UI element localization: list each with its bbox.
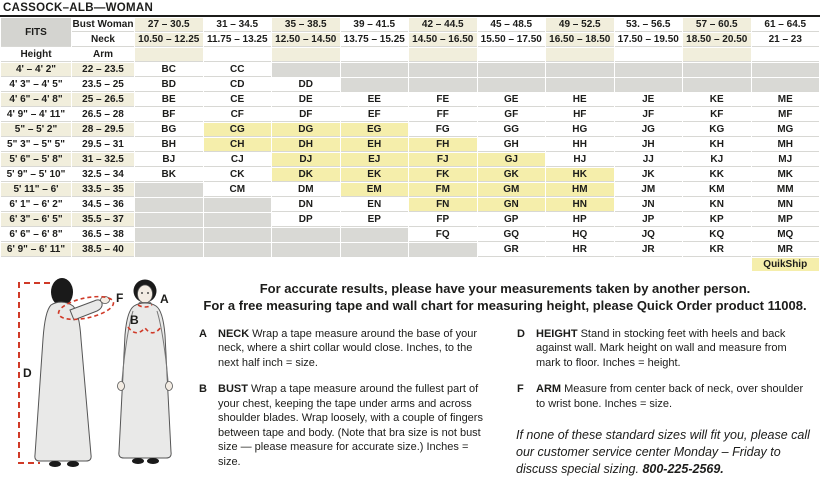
size-code-cell: JR bbox=[615, 243, 683, 257]
size-code-cell: GP bbox=[478, 213, 546, 227]
unavailable-cell bbox=[615, 63, 683, 77]
instruction-bust bbox=[198, 382, 494, 469]
arm-range-cell: 35.5 – 37 bbox=[72, 213, 134, 227]
instructions-left-column bbox=[198, 327, 494, 490]
neck-range-cell: 17.50 – 19.50 bbox=[615, 33, 683, 47]
unavailable-cell bbox=[683, 63, 751, 77]
arm-range-cell: 31 – 32.5 bbox=[72, 153, 134, 167]
height-range-cell: 6' 9" – 6' 11" bbox=[1, 243, 71, 257]
neck-range-cell: 11.75 – 13.25 bbox=[204, 33, 272, 47]
size-code-cell: CJ bbox=[204, 153, 272, 167]
size-code-cell: DJ bbox=[272, 153, 340, 167]
bust-range-cell: 53. – 56.5 bbox=[615, 18, 683, 32]
size-code-cell: FN bbox=[409, 198, 477, 212]
size-code-cell: GQ bbox=[478, 228, 546, 242]
bust-header-row bbox=[1, 18, 819, 32]
header-spacer-cell bbox=[409, 48, 477, 62]
unavailable-cell bbox=[409, 78, 477, 92]
size-code-cell: GN bbox=[478, 198, 546, 212]
figure-label-d: D bbox=[23, 366, 32, 380]
unavailable-cell bbox=[341, 228, 409, 242]
size-code-cell: FG bbox=[409, 123, 477, 137]
size-code-cell: DK bbox=[272, 168, 340, 182]
bust-range-cell: 61 – 64.5 bbox=[752, 18, 820, 32]
size-code-cell: CG bbox=[204, 123, 272, 137]
size-code-cell: MR bbox=[752, 243, 820, 257]
size-code-cell: KQ bbox=[683, 228, 751, 242]
size-code-cell: JE bbox=[615, 93, 683, 107]
instruction-text: Wrap a tape measure around the fullest part of your chest, keeping the tape under arms and across shoulder blades. Wrap loosely, with a couple of fingers between tape and body. (Note that bra size is not bust size — please measure for accurate size.) Inches = size. bbox=[218, 383, 483, 468]
unavailable-cell bbox=[272, 63, 340, 77]
size-code-cell: CH bbox=[204, 138, 272, 152]
size-code-cell: HP bbox=[546, 213, 614, 227]
bust-range-cell: 57 – 60.5 bbox=[683, 18, 751, 32]
size-code-cell: JM bbox=[615, 183, 683, 197]
height-range-cell: 6' 1" – 6' 2" bbox=[1, 198, 71, 212]
size-code-cell: DD bbox=[272, 78, 340, 92]
front-view-figure bbox=[118, 280, 173, 465]
size-row bbox=[1, 228, 819, 242]
header-spacer-cell bbox=[546, 48, 614, 62]
bust-range-cell: 45 – 48.5 bbox=[478, 18, 546, 32]
size-code-cell: KH bbox=[683, 138, 751, 152]
size-code-cell: DG bbox=[272, 123, 340, 137]
size-code-cell: MH bbox=[752, 138, 820, 152]
height-range-cell: 5' 9" – 5' 10" bbox=[1, 168, 71, 182]
size-code-cell: BD bbox=[135, 78, 203, 92]
size-code-cell: HF bbox=[546, 108, 614, 122]
unavailable-cell bbox=[135, 228, 203, 242]
size-code-cell: JP bbox=[615, 213, 683, 227]
size-code-cell: JN bbox=[615, 198, 683, 212]
size-code-cell: GE bbox=[478, 93, 546, 107]
size-code-cell: HJ bbox=[546, 153, 614, 167]
instruction-arm bbox=[516, 382, 812, 411]
size-row bbox=[1, 78, 819, 92]
page-title: CASSOCK–ALB—WOMAN bbox=[0, 0, 820, 17]
bust-range-cell: 31 – 34.5 bbox=[204, 18, 272, 32]
arm-range-cell: 23.5 – 25 bbox=[72, 78, 134, 92]
arm-range-cell: 25 – 26.5 bbox=[72, 93, 134, 107]
size-code-cell: KN bbox=[683, 198, 751, 212]
size-code-cell: GJ bbox=[478, 153, 546, 167]
unavailable-cell bbox=[204, 213, 272, 227]
size-code-cell: DE bbox=[272, 93, 340, 107]
size-code-cell: DF bbox=[272, 108, 340, 122]
header-spacer-cell bbox=[204, 48, 272, 62]
special-sizing-note bbox=[516, 427, 812, 478]
size-code-cell: FP bbox=[409, 213, 477, 227]
unavailable-cell bbox=[478, 63, 546, 77]
arm-range-cell: 36.5 – 38 bbox=[72, 228, 134, 242]
unavailable-cell bbox=[478, 78, 546, 92]
height-range-cell: 4' 6" – 4' 8" bbox=[1, 93, 71, 107]
arm-range-cell: 33.5 – 35 bbox=[72, 183, 134, 197]
size-code-cell: HE bbox=[546, 93, 614, 107]
size-code-cell: GR bbox=[478, 243, 546, 257]
intro-line-1: For accurate results, please have your measurements taken by another person. bbox=[259, 281, 751, 296]
size-code-cell: MP bbox=[752, 213, 820, 227]
instruction-letter: D bbox=[517, 327, 525, 340]
neck-range-cell: 12.50 – 14.50 bbox=[272, 33, 340, 47]
instructions-right-column bbox=[516, 327, 812, 490]
size-code-cell: JG bbox=[615, 123, 683, 137]
unavailable-cell bbox=[546, 78, 614, 92]
header-spacer-cell bbox=[615, 48, 683, 62]
unavailable-cell bbox=[135, 243, 203, 257]
size-code-cell: FE bbox=[409, 93, 477, 107]
height-range-cell: 6' 3" – 6' 5" bbox=[1, 213, 71, 227]
size-row bbox=[1, 138, 819, 152]
intro-text bbox=[198, 281, 812, 315]
size-row bbox=[1, 63, 819, 77]
size-row bbox=[1, 108, 819, 122]
size-code-cell: HH bbox=[546, 138, 614, 152]
size-code-cell: DP bbox=[272, 213, 340, 227]
unavailable-cell bbox=[752, 63, 820, 77]
size-code-cell: HG bbox=[546, 123, 614, 137]
size-code-cell: BE bbox=[135, 93, 203, 107]
size-row bbox=[1, 243, 819, 257]
size-row bbox=[1, 213, 819, 227]
size-code-cell: JQ bbox=[615, 228, 683, 242]
arm-range-cell: 28 – 29.5 bbox=[72, 123, 134, 137]
arm-label: Arm bbox=[72, 48, 134, 62]
unavailable-cell bbox=[341, 63, 409, 77]
height-range-cell: 5" 3" – 5" 5" bbox=[1, 138, 71, 152]
size-code-cell: MG bbox=[752, 123, 820, 137]
instruction-letter: F bbox=[517, 383, 524, 396]
size-code-cell: BG bbox=[135, 123, 203, 137]
size-code-cell: DM bbox=[272, 183, 340, 197]
measuring-section bbox=[0, 277, 820, 490]
size-code-cell: HK bbox=[546, 168, 614, 182]
unavailable-cell bbox=[272, 228, 340, 242]
size-code-cell: KE bbox=[683, 93, 751, 107]
unavailable-cell bbox=[683, 78, 751, 92]
instruction-term: ARM bbox=[536, 383, 562, 396]
bust-range-cell: 35 – 38.5 bbox=[272, 18, 340, 32]
size-code-cell: FF bbox=[409, 108, 477, 122]
size-code-cell: FQ bbox=[409, 228, 477, 242]
instruction-term: BUST bbox=[218, 383, 248, 396]
size-code-cell: MJ bbox=[752, 153, 820, 167]
size-row bbox=[1, 198, 819, 212]
size-code-cell: BJ bbox=[135, 153, 203, 167]
unavailable-cell bbox=[204, 198, 272, 212]
instruction-neck bbox=[198, 327, 494, 371]
neck-range-cell: 10.50 – 12.25 bbox=[135, 33, 203, 47]
neck-range-cell: 14.50 – 16.50 bbox=[409, 33, 477, 47]
size-code-cell: JJ bbox=[615, 153, 683, 167]
figure-label-f: F bbox=[116, 291, 124, 305]
header-spacer-cell bbox=[683, 48, 751, 62]
size-code-cell: EK bbox=[341, 168, 409, 182]
height-range-cell: 5' 6" – 5' 8" bbox=[1, 153, 71, 167]
instruction-height bbox=[516, 327, 812, 371]
neck-range-cell: 16.50 – 18.50 bbox=[546, 33, 614, 47]
size-code-cell: DN bbox=[272, 198, 340, 212]
arm-range-cell: 34.5 – 36 bbox=[72, 198, 134, 212]
unavailable-cell bbox=[752, 78, 820, 92]
figure-label-b: B bbox=[130, 313, 139, 327]
height-range-cell: 5" – 5' 2" bbox=[1, 123, 71, 137]
unavailable-cell bbox=[546, 63, 614, 77]
header-spacer-cell bbox=[752, 48, 820, 62]
size-code-cell: JF bbox=[615, 108, 683, 122]
arm-range-cell: 29.5 – 31 bbox=[72, 138, 134, 152]
size-table-body bbox=[1, 63, 819, 257]
size-code-cell: GG bbox=[478, 123, 546, 137]
size-code-cell: FK bbox=[409, 168, 477, 182]
size-code-cell: MM bbox=[752, 183, 820, 197]
intro-line-2: For a free measuring tape and wall chart for measuring height, please Quick Order product 11008. bbox=[203, 297, 807, 313]
size-code-cell: ME bbox=[752, 93, 820, 107]
size-row bbox=[1, 123, 819, 137]
size-code-cell: EJ bbox=[341, 153, 409, 167]
bust-range-cell: 39 – 41.5 bbox=[341, 18, 409, 32]
size-code-cell: MF bbox=[752, 108, 820, 122]
neck-range-cell: 13.75 – 15.25 bbox=[341, 33, 409, 47]
size-code-cell: BK bbox=[135, 168, 203, 182]
size-code-cell: KJ bbox=[683, 153, 751, 167]
arm-range-cell: 22 – 23.5 bbox=[72, 63, 134, 77]
size-code-cell: FM bbox=[409, 183, 477, 197]
fits-header: FITS bbox=[1, 18, 71, 47]
size-code-cell: GK bbox=[478, 168, 546, 182]
measurement-figure-illustration bbox=[0, 277, 196, 490]
height-range-cell: 6' 6" – 6' 8" bbox=[1, 228, 71, 242]
size-row bbox=[1, 93, 819, 107]
unavailable-cell bbox=[135, 183, 203, 197]
bust-range-cell: 49 – 52.5 bbox=[546, 18, 614, 32]
size-code-cell: MN bbox=[752, 198, 820, 212]
size-row bbox=[1, 183, 819, 197]
height-range-cell: 4' 9" – 4' 11" bbox=[1, 108, 71, 122]
size-code-cell: FJ bbox=[409, 153, 477, 167]
size-code-cell: CC bbox=[204, 63, 272, 77]
size-code-cell: CM bbox=[204, 183, 272, 197]
size-code-cell: EM bbox=[341, 183, 409, 197]
unavailable-cell bbox=[409, 243, 477, 257]
cassock-figures-drawing bbox=[0, 277, 196, 477]
unavailable-cell bbox=[615, 78, 683, 92]
size-code-cell: CE bbox=[204, 93, 272, 107]
height-label: Height bbox=[1, 48, 71, 62]
size-row bbox=[1, 168, 819, 182]
header-spacer-cell bbox=[478, 48, 546, 62]
special-sizing-text: If none of these standard sizes will fit you, please call our customer service center Monday – Friday to discuss special sizing. bbox=[516, 428, 810, 477]
size-code-cell: GH bbox=[478, 138, 546, 152]
size-code-cell: FH bbox=[409, 138, 477, 152]
unavailable-cell bbox=[135, 198, 203, 212]
neck-label: Neck bbox=[72, 33, 134, 47]
measuring-instructions bbox=[196, 277, 820, 490]
unavailable-cell bbox=[204, 243, 272, 257]
size-code-cell: KR bbox=[683, 243, 751, 257]
arm-range-cell: 32.5 – 34 bbox=[72, 168, 134, 182]
bust-range-cell: 42 – 44.5 bbox=[409, 18, 477, 32]
size-code-cell: KF bbox=[683, 108, 751, 122]
customer-service-phone: 800-225-2569. bbox=[642, 462, 724, 477]
quikship-spacer bbox=[1, 258, 751, 271]
size-table bbox=[0, 17, 820, 272]
instruction-text: Wrap a tape measure around the base of your neck, where a shirt collar would close. Inches, to the next half inch = size. bbox=[218, 327, 477, 369]
size-code-cell: JK bbox=[615, 168, 683, 182]
size-code-cell: EF bbox=[341, 108, 409, 122]
unavailable-cell bbox=[409, 63, 477, 77]
quikship-row bbox=[1, 258, 819, 271]
size-row bbox=[1, 153, 819, 167]
size-code-cell: HN bbox=[546, 198, 614, 212]
neck-range-cell: 21 – 23 bbox=[752, 33, 820, 47]
unavailable-cell bbox=[135, 213, 203, 227]
bust-range-cell: 27 – 30.5 bbox=[135, 18, 203, 32]
neck-range-cell: 15.50 – 17.50 bbox=[478, 33, 546, 47]
size-code-cell: KM bbox=[683, 183, 751, 197]
size-code-cell: EN bbox=[341, 198, 409, 212]
height-range-cell: 5' 11" – 6' bbox=[1, 183, 71, 197]
instruction-letter: B bbox=[199, 383, 207, 396]
size-code-cell: BH bbox=[135, 138, 203, 152]
size-code-cell: GF bbox=[478, 108, 546, 122]
size-code-cell: KK bbox=[683, 168, 751, 182]
back-view-figure bbox=[35, 278, 116, 467]
size-code-cell: MQ bbox=[752, 228, 820, 242]
header-spacer-cell bbox=[341, 48, 409, 62]
quikship-badge: QuikShip bbox=[752, 258, 820, 271]
figure-label-a: A bbox=[160, 292, 169, 306]
size-code-cell: BC bbox=[135, 63, 203, 77]
size-code-cell: HR bbox=[546, 243, 614, 257]
size-code-cell: KP bbox=[683, 213, 751, 227]
unavailable-cell bbox=[341, 243, 409, 257]
instruction-letter: A bbox=[199, 327, 207, 340]
header-spacer-cell bbox=[272, 48, 340, 62]
size-code-cell: CD bbox=[204, 78, 272, 92]
size-code-cell: HQ bbox=[546, 228, 614, 242]
unavailable-cell bbox=[272, 243, 340, 257]
unavailable-cell bbox=[204, 228, 272, 242]
size-code-cell: EE bbox=[341, 93, 409, 107]
size-code-cell: HM bbox=[546, 183, 614, 197]
instruction-term: NECK bbox=[218, 327, 250, 340]
size-code-cell: BF bbox=[135, 108, 203, 122]
height-range-cell: 4' 3" – 4' 5" bbox=[1, 78, 71, 92]
bust-woman-label: Bust Woman bbox=[72, 19, 134, 30]
instruction-text: Stand in stocking feet with heels and back against wall. Mark height on wall and measure from mark to floor. Inches = height. bbox=[536, 327, 787, 369]
size-code-cell: KG bbox=[683, 123, 751, 137]
header-spacer-cell bbox=[135, 48, 203, 62]
arm-range-cell: 38.5 – 40 bbox=[72, 243, 134, 257]
height-arm-header-row bbox=[1, 48, 819, 62]
size-code-cell: CF bbox=[204, 108, 272, 122]
size-code-cell: DH bbox=[272, 138, 340, 152]
instruction-term: HEIGHT bbox=[536, 327, 578, 340]
size-code-cell: EH bbox=[341, 138, 409, 152]
instruction-text: Measure from center back of neck, over shoulder to wrist bone. Inches = size. bbox=[536, 383, 804, 410]
size-code-cell: EG bbox=[341, 123, 409, 137]
size-code-cell: EP bbox=[341, 213, 409, 227]
neck-range-cell: 18.50 – 20.50 bbox=[683, 33, 751, 47]
size-code-cell: CK bbox=[204, 168, 272, 182]
size-code-cell: JH bbox=[615, 138, 683, 152]
arm-range-cell: 26.5 – 28 bbox=[72, 108, 134, 122]
neck-header-row bbox=[1, 33, 819, 47]
height-range-cell: 4' – 4' 2" bbox=[1, 63, 71, 77]
unavailable-cell bbox=[341, 78, 409, 92]
size-code-cell: MK bbox=[752, 168, 820, 182]
size-code-cell: GM bbox=[478, 183, 546, 197]
